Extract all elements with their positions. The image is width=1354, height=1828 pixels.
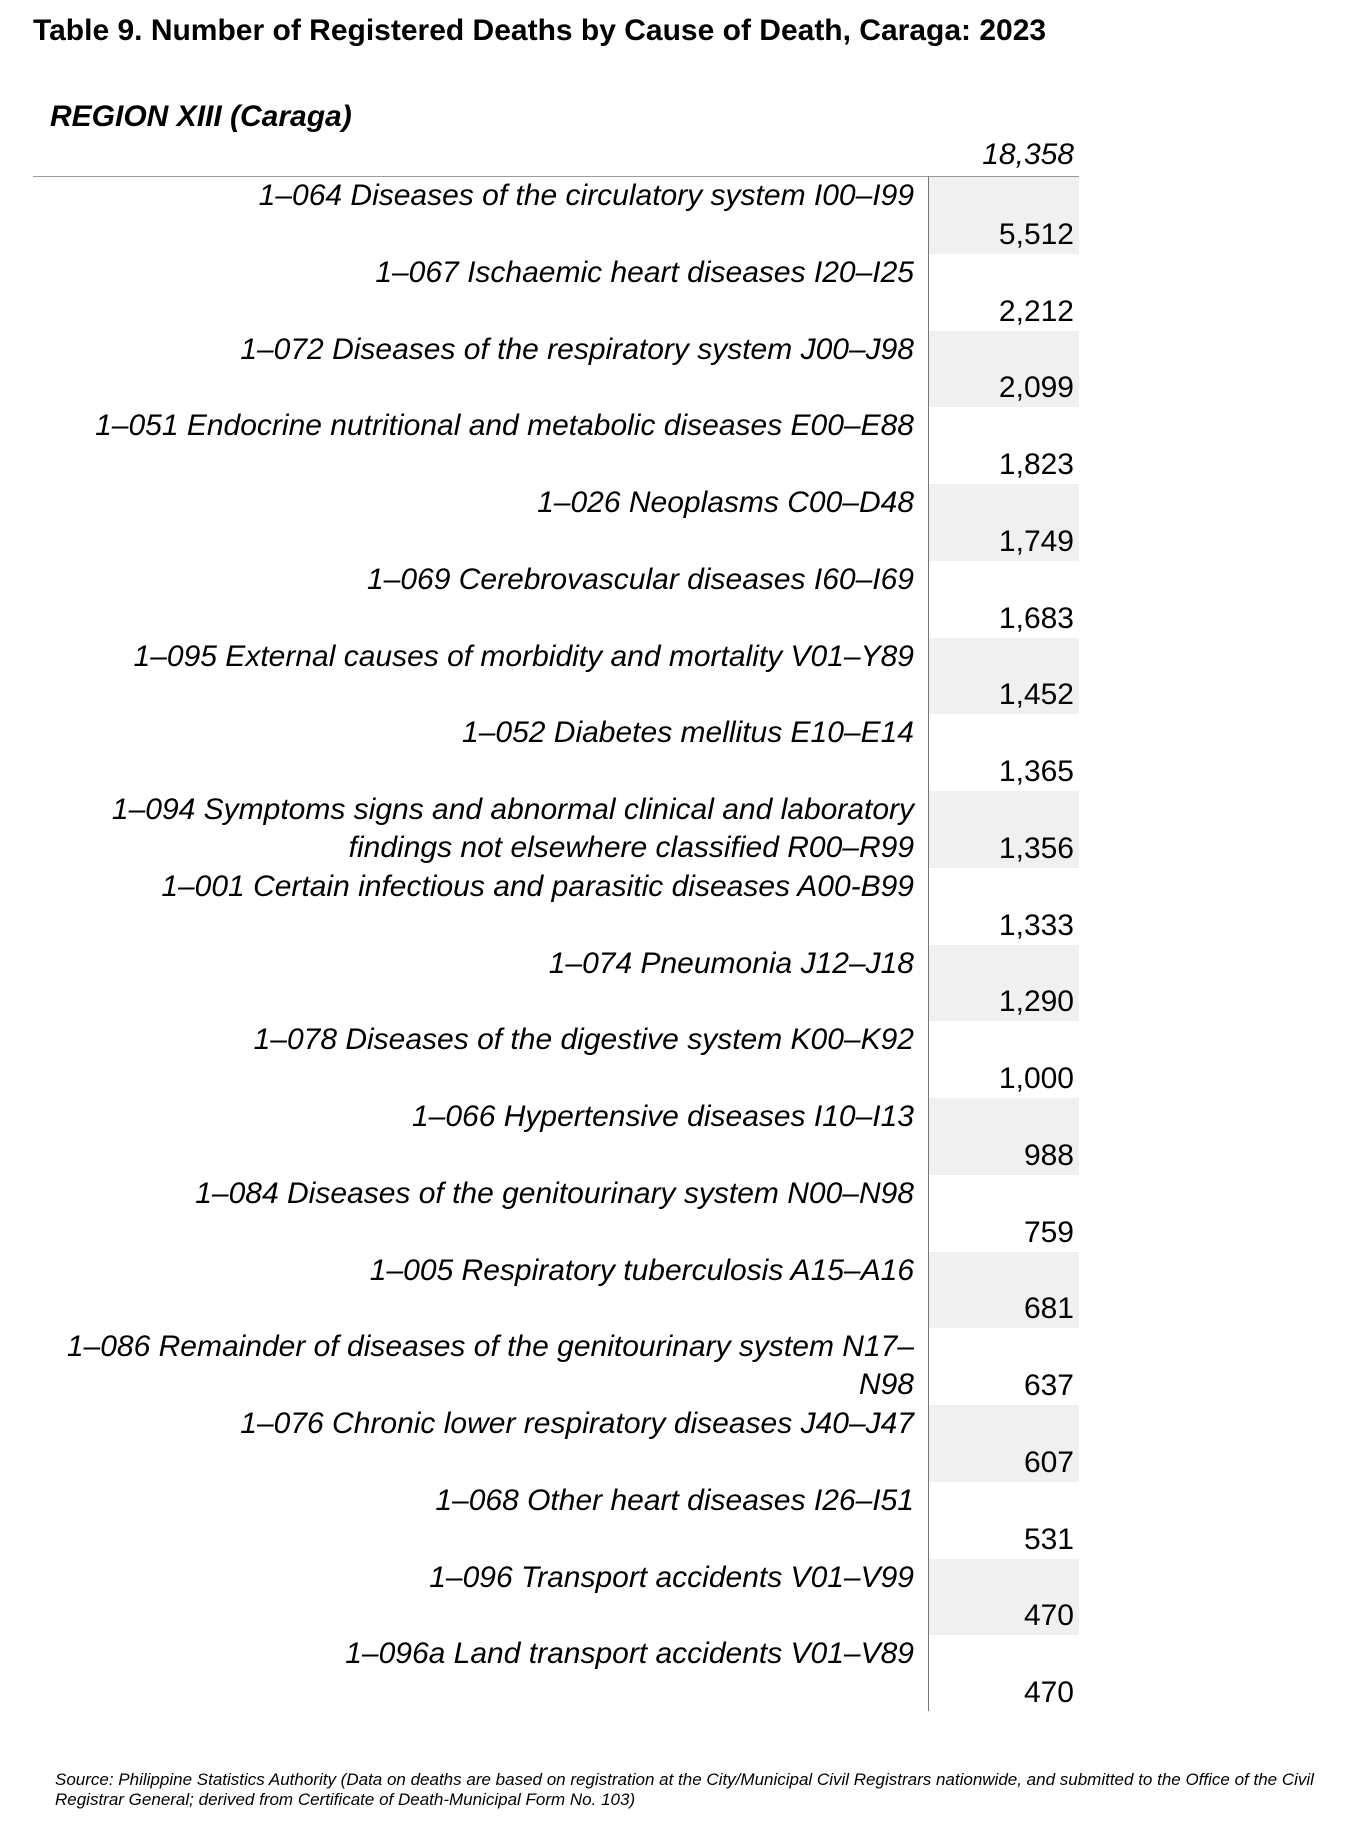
cause-label: 1–069 Cerebrovascular diseases I60–I69 xyxy=(366,562,914,596)
death-count: 1,290 xyxy=(998,985,1074,1019)
death-count: 470 xyxy=(1023,1676,1074,1709)
cause-label: 1–078 Diseases of the digestive system K00–K92 xyxy=(253,1023,914,1057)
cause-label: 1–095 External causes of morbidity and mortality V01–Y89 xyxy=(133,639,914,673)
cause-label: 1–096 Transport accidents V01–V99 xyxy=(429,1560,914,1594)
cause-label: 1–001 Certain infectious and parasitic diseases A00-B99 xyxy=(161,869,914,903)
table-row xyxy=(0,407,1354,484)
death-count: 988 xyxy=(1023,1138,1074,1172)
cause-label: 1–096a Land transport accidents V01–V89 xyxy=(345,1637,914,1671)
table-row xyxy=(0,1559,1354,1636)
region-total-value: 18,358 xyxy=(982,138,1074,171)
table-row xyxy=(0,791,1354,868)
death-count: 759 xyxy=(1023,1215,1074,1249)
cause-label: 1–084 Diseases of the genitourinary system N00–N98 xyxy=(195,1176,914,1210)
table-row xyxy=(0,868,1354,945)
death-count: 470 xyxy=(1023,1599,1074,1633)
death-count: 2,212 xyxy=(998,294,1074,328)
table-row xyxy=(0,1635,1354,1712)
table-row xyxy=(0,638,1354,715)
table-row xyxy=(0,1021,1354,1098)
cause-label: 1–052 Diabetes mellitus E10–E14 xyxy=(462,716,914,750)
cause-label: 1–072 Diseases of the respiratory system J00–J98 xyxy=(240,332,914,366)
death-count: 531 xyxy=(1023,1522,1074,1556)
death-count: 2,099 xyxy=(998,371,1074,405)
death-count: 1,683 xyxy=(998,601,1074,635)
table-row xyxy=(0,177,1354,254)
table-row xyxy=(0,1405,1354,1482)
death-count: 1,333 xyxy=(998,908,1074,942)
cause-label: 1–067 Ischaemic heart diseases I20–I25 xyxy=(375,255,914,289)
table-row xyxy=(0,561,1354,638)
table-row xyxy=(0,1482,1354,1559)
death-count: 681 xyxy=(1023,1292,1074,1326)
death-count: 1,356 xyxy=(998,831,1074,865)
table-row xyxy=(0,1098,1354,1175)
table-row xyxy=(0,714,1354,791)
death-count: 637 xyxy=(1023,1369,1074,1402)
table-title: Table 9. Number of Registered Deaths by Cause of Death, Caraga: 2023 xyxy=(33,14,1047,47)
table-row xyxy=(0,331,1354,408)
cause-label: 1–064 Diseases of the circulatory system I00–I99 xyxy=(258,179,914,212)
cause-label: 1–074 Pneumonia J12–J18 xyxy=(548,946,914,980)
table-row xyxy=(0,1252,1354,1329)
region-heading: REGION XIII (Caraga) xyxy=(50,100,352,133)
cause-label: 1–094 Symptoms signs and abnormal clinical and laboratory findings not elsewhere classified R00–R99 xyxy=(111,793,914,864)
cause-label: 1–005 Respiratory tuberculosis A15–A16 xyxy=(369,1253,914,1287)
death-count: 1,749 xyxy=(998,524,1074,558)
cause-label: 1–026 Neoplasms C00–D48 xyxy=(537,486,914,519)
table-row xyxy=(0,484,1354,561)
cause-label: 1–068 Other heart diseases I26–I51 xyxy=(435,1483,914,1517)
death-count: 1,823 xyxy=(998,448,1074,481)
death-count: 607 xyxy=(1023,1445,1074,1479)
cause-label: 1–076 Chronic lower respiratory diseases J40–J47 xyxy=(240,1407,914,1440)
table-row xyxy=(0,1175,1354,1252)
table-row xyxy=(0,945,1354,1022)
death-count: 5,512 xyxy=(998,217,1074,251)
cause-label: 1–051 Endocrine nutritional and metabolic diseases E00–E88 xyxy=(95,409,914,443)
death-count: 1,452 xyxy=(998,678,1074,712)
table-row xyxy=(0,254,1354,331)
table-row xyxy=(0,1328,1354,1405)
source-note: Source: Philippine Statistics Authority (Data on deaths are based on registration at the City/Municipal Civil Registrars nationwide, and submitted to the Office of the Civil Registrar General; derived from Certificate of Death-Municipal Form No. 103) xyxy=(55,1770,1314,1809)
cause-label: 1–086 Remainder of diseases of the genitourinary system N17–N98 xyxy=(66,1330,914,1402)
death-count: 1,000 xyxy=(998,1062,1074,1095)
cause-label: 1–066 Hypertensive diseases I10–I13 xyxy=(411,1100,914,1133)
cause-of-death-table xyxy=(0,177,1354,1712)
death-count: 1,365 xyxy=(998,755,1074,788)
column-divider xyxy=(928,176,929,1711)
